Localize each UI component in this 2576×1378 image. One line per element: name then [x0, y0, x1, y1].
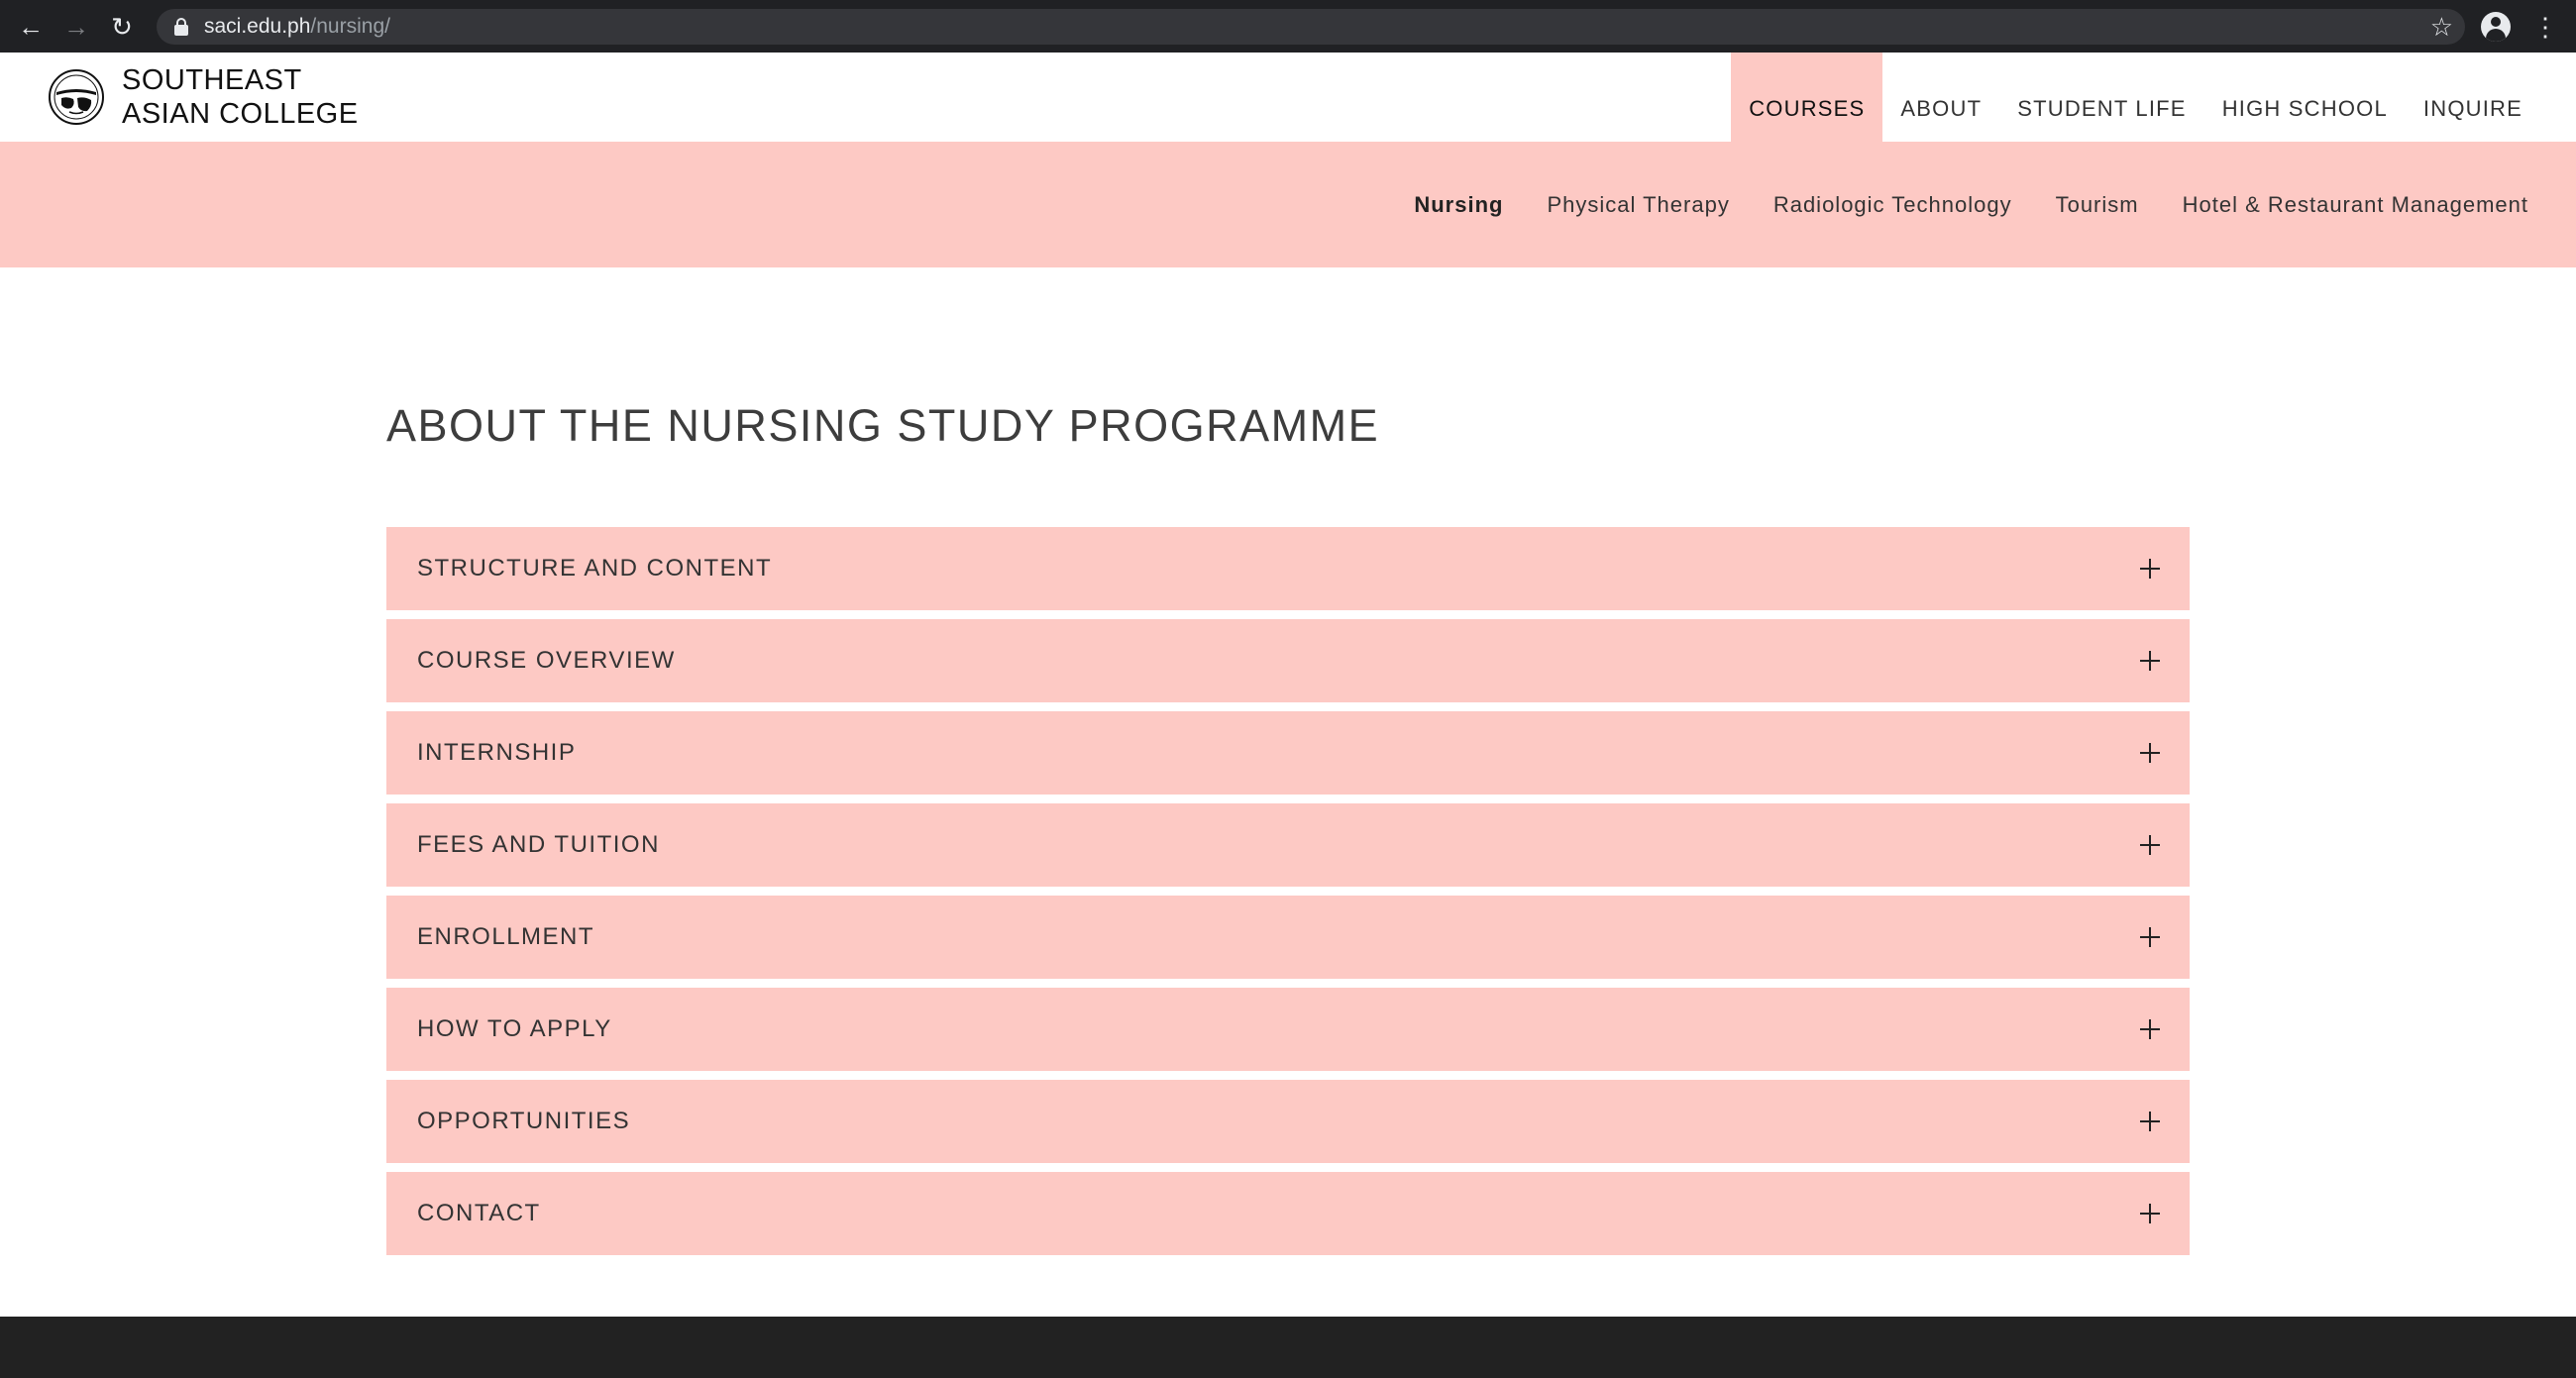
- college-logo-icon[interactable]: [48, 68, 105, 126]
- url-path: /nursing/: [310, 15, 390, 38]
- accordion-item-opportunities[interactable]: [386, 1080, 2190, 1163]
- accordion-item-internship[interactable]: [386, 711, 2190, 795]
- accordion-item-how-to-apply[interactable]: [386, 988, 2190, 1071]
- plus-icon[interactable]: [2140, 1019, 2160, 1039]
- subnav-item-tourism[interactable]: Tourism: [2055, 191, 2139, 217]
- accordion-label: HOW TO APPLY: [417, 1015, 612, 1042]
- profile-icon[interactable]: [2481, 12, 2511, 42]
- page-title: ABOUT THE NURSING STUDY PROGRAMME: [386, 400, 1380, 451]
- reload-icon[interactable]: ↻: [111, 12, 133, 42]
- accordion-label: FEES AND TUITION: [417, 831, 660, 858]
- plus-icon[interactable]: [2140, 927, 2160, 947]
- plus-icon[interactable]: [2140, 835, 2160, 855]
- nav-item-courses[interactable]: COURSES: [1731, 53, 1882, 142]
- main-nav: [1731, 53, 2540, 142]
- nav-item-student-life[interactable]: STUDENT LIFE: [2017, 96, 2187, 121]
- subnav-item-nursing[interactable]: Nursing: [1414, 191, 1504, 217]
- url-host: saci.edu.ph: [204, 15, 311, 38]
- brand-name[interactable]: [122, 63, 359, 131]
- brand-line1: SOUTHEAST: [122, 64, 302, 96]
- kebab-menu-icon[interactable]: ⋮: [2532, 12, 2558, 42]
- accordion-item-enrollment[interactable]: [386, 896, 2190, 979]
- accordion-item-fees-and-tuition[interactable]: [386, 803, 2190, 887]
- site-footer: [0, 1317, 2576, 1378]
- plus-icon[interactable]: [2140, 743, 2160, 763]
- accordion-label: INTERNSHIP: [417, 739, 577, 766]
- accordion-label: COURSE OVERVIEW: [417, 647, 676, 674]
- plus-icon[interactable]: [2140, 651, 2160, 671]
- subnav-item-physical-therapy[interactable]: Physical Therapy: [1547, 191, 1730, 217]
- nav-item-high-school[interactable]: HIGH SCHOOL: [2221, 96, 2388, 121]
- accordion-label: CONTACT: [417, 1200, 541, 1226]
- accordion-item-structure-and-content[interactable]: [386, 527, 2190, 610]
- accordion-item-contact[interactable]: [386, 1172, 2190, 1255]
- nav-item-about[interactable]: ABOUT: [1900, 96, 1983, 121]
- plus-icon[interactable]: [2140, 559, 2160, 579]
- url-text[interactable]: [204, 9, 390, 45]
- star-icon[interactable]: ☆: [2429, 12, 2453, 42]
- back-arrow-icon[interactable]: ←: [18, 12, 44, 42]
- browser-toolbar: [0, 0, 2576, 53]
- course-subnav: [0, 142, 2576, 267]
- forward-arrow-icon[interactable]: →: [63, 12, 89, 42]
- brand-line2: ASIAN COLLEGE: [122, 98, 359, 130]
- lock-icon[interactable]: [174, 18, 188, 36]
- site-header: [0, 53, 2576, 142]
- programme-accordion: [386, 527, 2190, 1264]
- accordion-label: STRUCTURE AND CONTENT: [417, 555, 773, 582]
- accordion-label: OPPORTUNITIES: [417, 1108, 631, 1134]
- subnav-item-hotel-restaurant-management[interactable]: Hotel & Restaurant Management: [2182, 191, 2528, 217]
- subnav-item-radiologic-technology[interactable]: Radiologic Technology: [1772, 191, 2012, 217]
- address-bar[interactable]: [157, 9, 2465, 45]
- nav-item-inquire[interactable]: INQUIRE: [2422, 96, 2522, 121]
- plus-icon[interactable]: [2140, 1204, 2160, 1223]
- plus-icon[interactable]: [2140, 1112, 2160, 1131]
- accordion-label: ENROLLMENT: [417, 923, 595, 950]
- accordion-item-course-overview[interactable]: [386, 619, 2190, 702]
